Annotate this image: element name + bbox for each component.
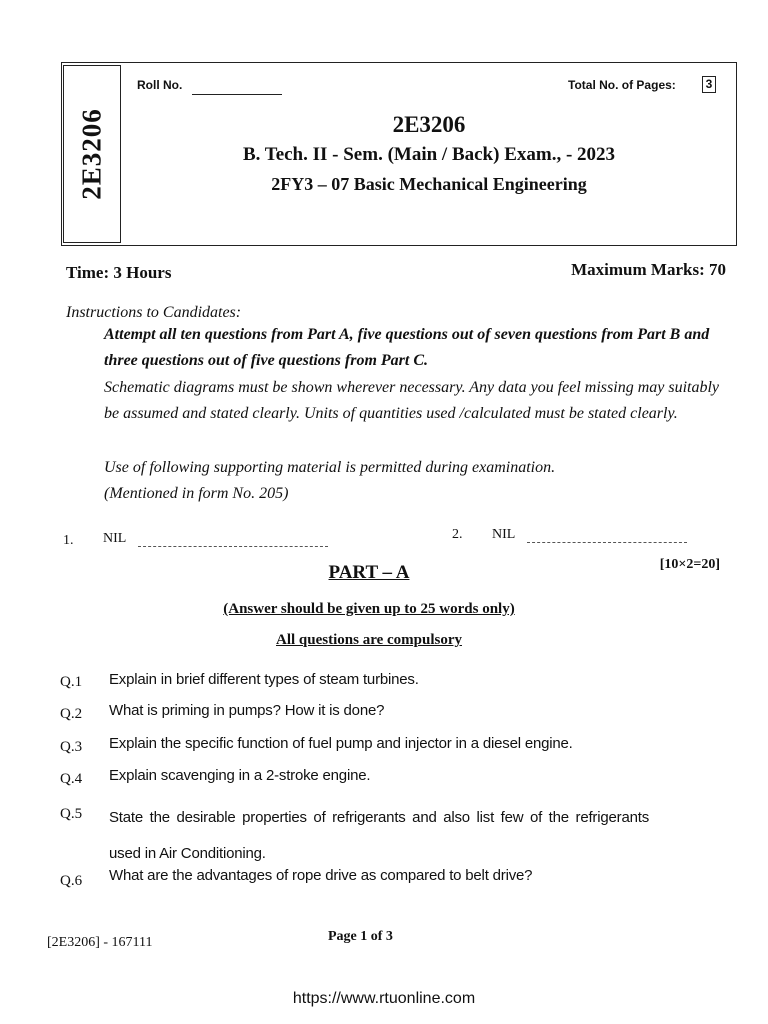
question-text: Explain the specific function of fuel pump and injector in a diesel engine.: [109, 735, 573, 752]
footer-paper-code: [2E3206] - 167111: [47, 935, 153, 950]
time-label: Time: 3 Hours: [66, 263, 172, 282]
question-text: What is priming in pumps? How it is done?: [109, 702, 385, 719]
exam-title: B. Tech. II - Sem. (Main / Back) Exam., - 2023: [242, 144, 616, 165]
side-paper-code: 2E3206: [76, 108, 107, 200]
subject-title: 2FY3 – 07 Basic Mechanical Engineering: [271, 174, 587, 194]
instructions-schematic: Schematic diagrams must be shown wherever necessary. Any data you feel missing may suitably be assumed and stated clearly. Units of quantities used /calculated must be stated clearly.: [104, 379, 720, 422]
supporting-value-1: NIL: [103, 531, 127, 546]
instructions-heading: Instructions to Candidates:: [66, 304, 242, 321]
supporting-line-1: [138, 546, 328, 547]
question-text: What are the advantages of rope drive as compared to belt drive?: [109, 867, 533, 884]
footer-url[interactable]: https://www.rtuonline.com: [292, 990, 476, 1007]
question-text: State the desirable properties of refrigerants and also list few of the refrigerants used in Air Conditioning.: [109, 809, 649, 862]
question-number: Q.1: [60, 674, 83, 690]
instructions-attempt: Attempt all ten questions from Part A, five questions out of seven questions from Part B and three questions out of five questions from Part C.: [104, 326, 710, 369]
total-pages-label: Total No. of Pages:: [568, 78, 676, 92]
total-pages-value: 3: [702, 76, 716, 93]
part-a-compulsory: All questions are compulsory: [276, 632, 462, 648]
question-number: Q.5: [60, 806, 83, 822]
roll-no-label: Roll No.: [137, 78, 183, 92]
part-a-note: (Answer should be given up to 25 words only): [223, 601, 515, 617]
question-number: Q.2: [60, 706, 83, 722]
question-text: Explain in brief different types of steam turbines.: [109, 671, 419, 688]
paper-code: 2E3206: [392, 112, 466, 137]
max-marks-label: Maximum Marks: 70: [571, 260, 726, 279]
instructions-supporting: Use of following supporting material is permitted during examination.: [104, 459, 556, 476]
supporting-line-2: [527, 542, 687, 543]
question-text: Explain scavenging in a 2-stroke engine.: [109, 767, 371, 784]
question-number: Q.3: [60, 739, 83, 755]
question-number: Q.6: [60, 873, 83, 889]
supporting-value-2: NIL: [492, 527, 516, 542]
supporting-num-1: 1.: [63, 533, 74, 548]
part-a-title: PART – A: [328, 562, 410, 583]
instructions-form: (Mentioned in form No. 205): [104, 485, 289, 502]
roll-no-line: [192, 94, 282, 95]
footer-page-number: Page 1 of 3: [328, 929, 393, 944]
part-a-marks: [10×2=20]: [659, 557, 720, 572]
supporting-num-2: 2.: [452, 527, 463, 542]
question-number: Q.4: [60, 771, 83, 787]
